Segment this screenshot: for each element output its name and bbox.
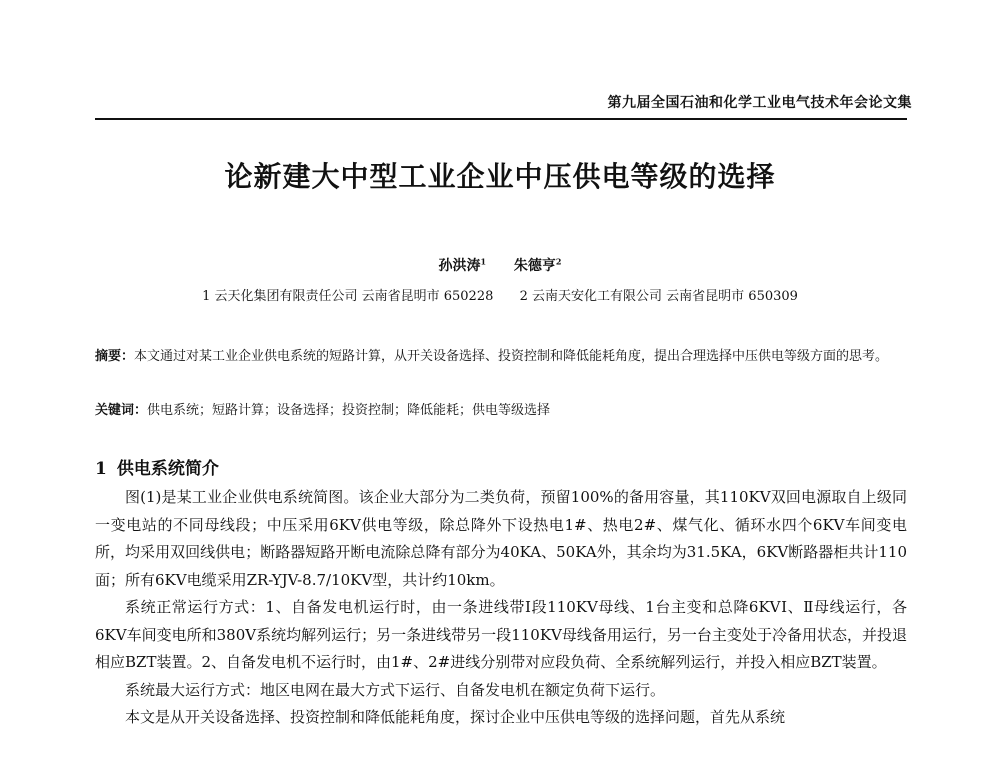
header-rule: [95, 118, 907, 120]
author-name: 朱德亨: [513, 258, 556, 274]
body-paragraph: 系统正常运行方式：1、自备发电机运行时，由一条进线带Ⅰ段110KV母线、1台主变和总降6KVⅠ、Ⅱ母线运行，各6KV车间变电所和380V系统均解列运行；另一条进线带另一段110KV母线备用运行，另一台主变处于冷备用状态，并投退相应BZT装置。2、自备发电机不运行时，由1#、2#进线分别带对应段负荷、全系统解列运行，并投入相应BZT装置。: [95, 598, 907, 671]
section-body: [95, 484, 907, 732]
body-paragraph: 系统最大运行方式：地区电网在最大方式下运行、自备发电机在额定负荷下运行。: [125, 680, 666, 699]
abstract-label: 摘要：: [95, 349, 135, 364]
keywords: [95, 399, 907, 423]
abstract: [95, 344, 907, 369]
author-affiliation-mark: 1: [480, 256, 487, 267]
body-paragraph: 图(1)是某工业企业供电系统简图。该企业大部分为二类负荷，预留100%的备用容量，其110KV双回电源取自上级同一变电站的不同母线段；中压采用6KV供电等级，除总降外下设热电1#、热电2#、煤气化、循环水四个6KV车间变电所，均采用双回线供电；断路器短路开断电流除总降有部分为40KA、50KA外，其余均为31.5KA，6KV断路器柜共计110面；所有6KV电缆采用ZR-YJV-8.7/10KV型，共计约10km。: [95, 488, 907, 589]
body-paragraph: 本文是从开关设备选择、投资控制和降低能耗角度，探讨企业中压供电等级的选择问题，首先从系统: [125, 708, 786, 726]
affiliation-2: 2 云南天安化工有限公司 云南省昆明市 650309: [519, 289, 798, 304]
author-name: 孙洪涛: [438, 258, 481, 274]
author-line: [0, 255, 1000, 275]
abstract-text: 本文通过对某工业企业供电系统的短路计算，从开关设备选择、投资控制和降低能耗角度，提出合理选择中压供电等级方面的思考。: [134, 349, 889, 364]
affiliation-line: [0, 285, 1000, 304]
section-title: 供电系统简介: [116, 459, 219, 479]
paper-title: 论新建大中型工业企业中压供电等级的选择: [224, 160, 776, 193]
author-affiliation-mark: 2: [555, 256, 562, 267]
running-head: 第九届全国石油和化学工业电气技术年会论文集: [607, 95, 912, 111]
keywords-label: 关键词：: [95, 403, 148, 418]
section-number: 1: [95, 459, 107, 479]
section-heading: [95, 454, 219, 479]
keywords-text: 供电系统；短路计算；设备选择；投资控制；降低能耗；供电等级选择: [147, 403, 551, 418]
affiliation-1: 1 云天化集团有限责任公司 云南省昆明市 650228: [202, 289, 494, 304]
